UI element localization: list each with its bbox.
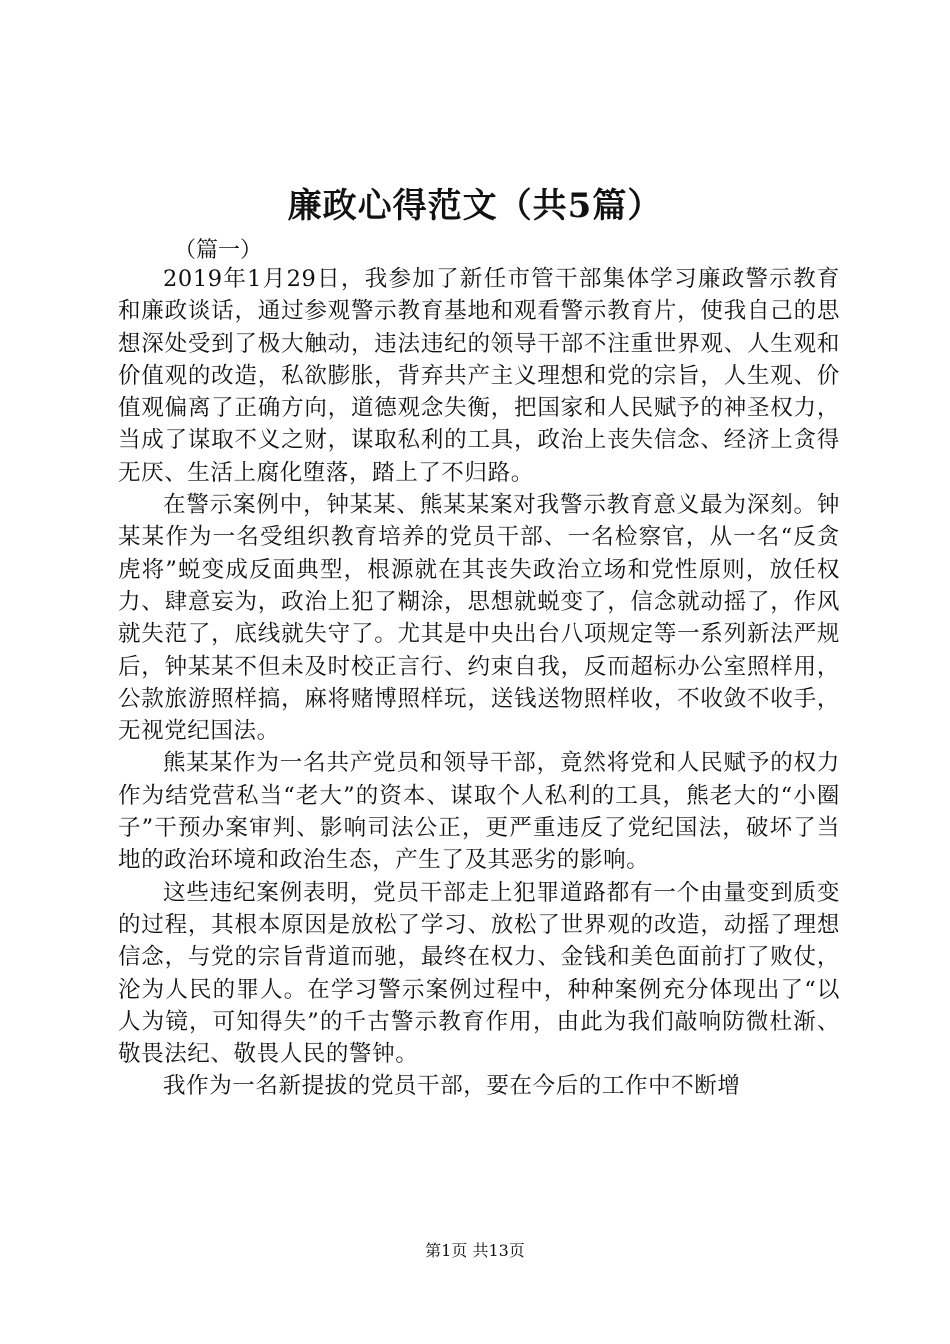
paragraph: 我作为一名新提拔的党员干部，要在今后的工作中不断增 [163, 1073, 741, 1100]
paragraph: 这些违纪案例表明，党员干部走上犯罪道路都有一个由量变到质变的过程，其根本原因是放松了学习、放松了世界观的改造，动摇了理想信念，与党的宗旨背道而驰，最终在权力、金钱和美色面前打了败仗，沦为人民的罪人。在学习警示案例过程中，种种案例充分体现出了“以人为镜，可知得失”的千古警示教育作用，由此为我们敲响防微杜渐、敬畏法纪、敬畏人民的警钟。 [118, 879, 840, 1068]
paragraph: 熊某某作为一名共产党员和领导干部，竟然将党和人民赋予的权力作为结党营私当“老大”的资本、谋取个人私利的工具，熊老大的“小圈子”干预办案审判、影响司法公正，更严重违反了党纪国法，破坏了当地的政治环境和政治生态，产生了及其恶劣的影响。 [118, 750, 840, 874]
paragraph: 2019年1月29日，我参加了新任市管干部集体学习廉政警示教育和廉政谈话，通过参观警示教育基地和观看警示教育片，使我自己的思想深处受到了极大触动，违法违纪的领导干部不注重世界观、人生观和价值观的改造，私欲膨胀，背弃共产主义理想和党的宗旨，人生观、价值观偏离了正确方向，道德观念失衡，把国家和人民赋予的神圣权力，当成了谋取不义之财，谋取私利的工具，政治上丧失信念、经济上贪得无厌、生活上腐化堕落，踏上了不归路。 [118, 266, 840, 486]
paragraph: 在警示案例中，钟某某、熊某某案对我警示教育意义最为深刻。钟某某作为一名受组织教育培养的党员干部、一名检察官，从一名“反贪虎将”蜕变成反面典型，根源就在其丧失政治立场和党性原则，放任权力、肆意妄为，政治上犯了糊涂，思想就蜕变了，信念就动摇了，作风就失范了，底线就失守了。尤其是中央出台八项规定等一系列新法严规后，钟某某不但未及时校正言行、约束自我，反而超标办公室照样用，公款旅游照样搞，麻将赌博照样玩，送钱送物照样收，不收敛不收手，无视党纪国法。 [118, 492, 840, 745]
page-footer: 第1页 共13页 [425, 1241, 525, 1260]
section-label: （篇一） [174, 238, 263, 263]
document-title: 廉政心得范文（共5篇） [287, 186, 663, 226]
document-body [118, 263, 840, 1103]
